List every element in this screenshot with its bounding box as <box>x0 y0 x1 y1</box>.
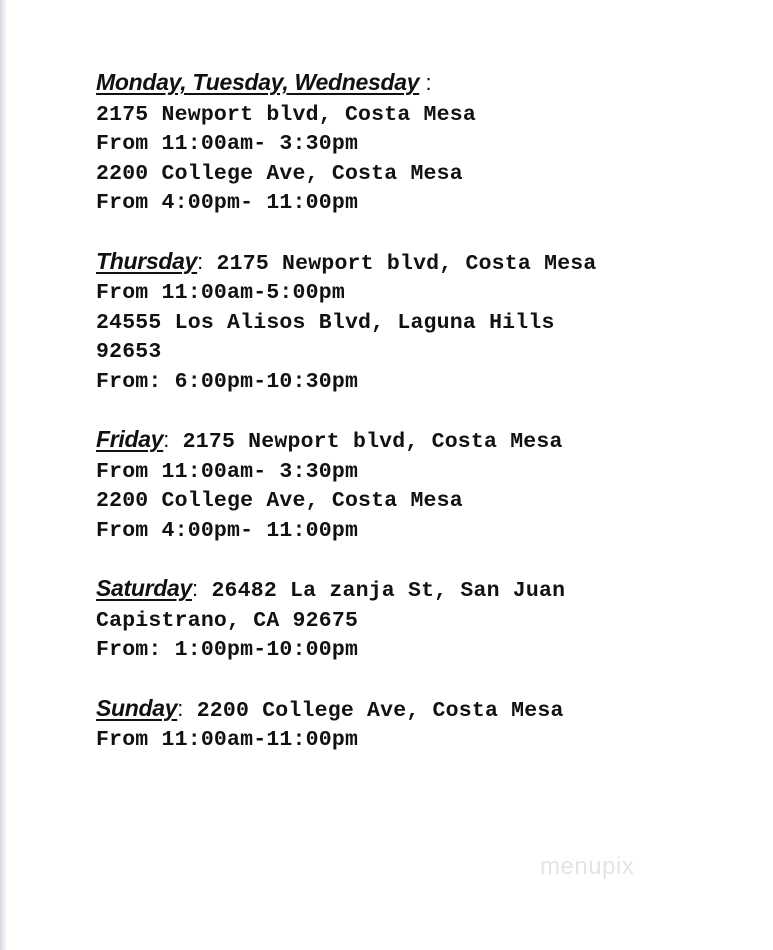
hours-line: From: 6:00pm-10:30pm <box>96 369 359 394</box>
hours-line: From 11:00am- 3:30pm <box>96 459 359 484</box>
day-heading: Thursday <box>96 247 198 274</box>
schedule-block-thursday <box>96 247 756 398</box>
hours-line: From 4:00pm- 11:00pm <box>96 518 359 543</box>
schedule-block-sunday <box>96 694 756 756</box>
day-separator: : <box>177 695 184 721</box>
day-separator: : <box>192 576 199 601</box>
menupix-watermark: menupix <box>540 853 635 880</box>
page-edge-shadow <box>0 0 7 950</box>
day-heading: Monday, Tuesday, Wednesday <box>96 69 420 95</box>
day-separator: : <box>197 248 204 274</box>
day-line <box>96 694 756 727</box>
day-separator: : <box>419 70 432 95</box>
hours-line: From 11:00am-5:00pm <box>96 281 345 305</box>
day-line <box>96 574 756 607</box>
address-line: Capistrano, CA 92675 <box>96 608 359 633</box>
day-line <box>96 425 756 458</box>
day-line <box>96 247 756 280</box>
address-line: 2175 Newport blvd, Costa Mesa <box>96 102 476 127</box>
address-line: 92653 <box>96 340 162 364</box>
address-text: 26482 La zanja St, San Juan <box>198 579 566 603</box>
hours-line: From 11:00am- 3:30pm <box>96 132 359 156</box>
schedule-block-saturday <box>96 574 756 666</box>
address-text: 2175 Newport blvd, Costa Mesa <box>169 430 563 454</box>
day-separator: : <box>163 427 170 452</box>
schedule-block-friday <box>96 425 756 546</box>
address-line: 24555 Los Alisos Blvd, Laguna Hills <box>96 310 555 335</box>
day-heading: Saturday <box>96 575 193 601</box>
address-line: 2200 College Ave, Costa Mesa <box>96 161 463 186</box>
day-heading: Friday <box>96 426 164 452</box>
hours-line: From 4:00pm- 11:00pm <box>96 191 359 215</box>
hours-line: From 11:00am-11:00pm <box>96 728 359 752</box>
address-text: 2200 College Ave, Costa Mesa <box>183 698 564 723</box>
schedule-list <box>96 68 756 784</box>
day-line <box>96 68 756 101</box>
day-heading: Sunday <box>96 694 178 721</box>
address-line: 2200 College Ave, Costa Mesa <box>96 489 463 513</box>
schedule-block-mon-wed <box>96 68 756 219</box>
address-text: 2175 Newport blvd, Costa Mesa <box>203 251 597 276</box>
hours-line: From: 1:00pm-10:00pm <box>96 638 359 662</box>
